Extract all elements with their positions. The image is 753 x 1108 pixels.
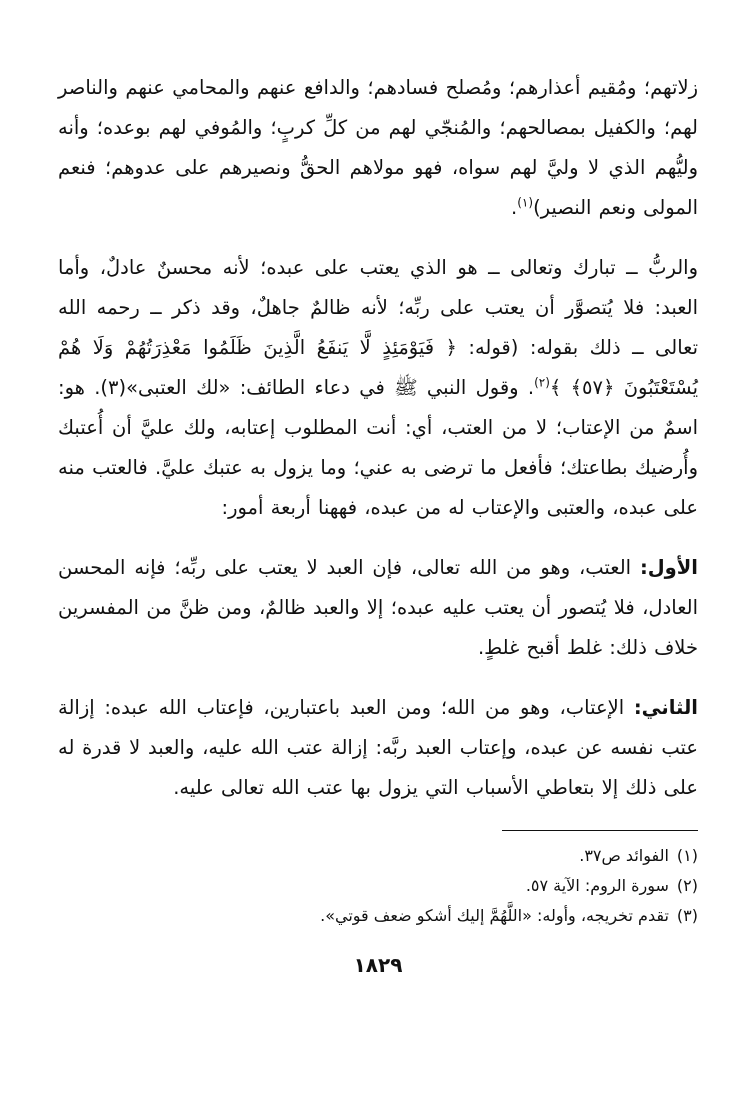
paragraph-4 (58, 688, 698, 808)
footnote-2 (58, 871, 698, 901)
paragraph-4-text: الإعتاب، وهو من الله؛ ومن العبد باعتبارين، فإعتاب الله عبده: إزالة عتب نفسه عن عبده، وإعتاب العبد ربَّه: إزالة عتب الله عليه، والعبد لا قدرة له على ذلك إلا بتعاطي الأسباب التي يزول بها عتب الله تعالى عليه. (58, 696, 698, 799)
footnote-text: تقدم تخريجه، وأوله: «اللَّهُمَّ إليك أشكو ضعف قوتي». (320, 906, 669, 925)
paragraph-3-lead: الأول: (639, 556, 698, 579)
footnote-1 (58, 841, 698, 871)
footnote-text: سورة الروم: الآية ٥٧. (525, 876, 669, 895)
paragraph-1 (58, 68, 698, 228)
page-number: ١٨٢٩ (353, 953, 403, 977)
paragraph-2-text: والربُّ ــ تبارك وتعالى ــ هو الذي يعتب على عبده؛ لأنه محسنٌ عادلٌ، وأما العبد: فلا يُتصوَّر أن يعتب على ربِّه؛ لأنه ظالمٌ جاهلٌ، وقد ذكر ــ رحمه الله تعالى ــ ذلك بقوله: (قوله: ﴿ فَيَوْمَئِذٍ لَّا يَنفَعُ الَّذِينَ ظَلَمُوا مَعْذِرَتُهُمْ وَلَا هُمْ يُسْتَعْتَبُونَ ﴿٥٧﴾ ﴾ (58, 256, 698, 399)
footnotes-list (58, 841, 698, 931)
document-page (58, 68, 698, 1068)
footnote-ref-1[interactable]: (١) (517, 195, 534, 210)
footnote-number: (٢) (676, 876, 698, 895)
paragraph-2 (58, 248, 698, 528)
paragraph-1-text: زلاتهم؛ ومُقيم أعذارهم؛ ومُصلح فسادهم؛ والدافع عنهم والمحامي عنهم والناصر لهم؛ والكفيل بمصالحهم؛ والمُنجّي لهم من كلِّ كربٍ؛ والمُوفي لهم بوعده؛ وأنه وليُّهم الذي لا وليَّ لهم سواه، فهو مولاهم الحقُّ ونصيرهم على عدوهم؛ فنعم المولى ونعم النصير) (58, 76, 698, 219)
footnote-text: الفوائد ص٣٧. (579, 846, 669, 865)
paragraph-1-tail: . (511, 196, 518, 219)
paragraph-2-tail: . وقول النبي ﷺ في دعاء الطائف: «لك العتبى»(٣). هو: اسمٌ من الإعتاب؛ لا من العتب، أي: أنت المطلوب إعتابه، ولك عليَّ أن أُعتبك وأُرضيك بطاعتك؛ فأفعل ما ترضى به عني؛ وما يزول به عتبك عليَّ. فالعتب منه على عبده، والعتبى والإعتاب له من عبده، فههنا أربعة أمور: (58, 376, 698, 519)
footnote-number: (١) (676, 846, 698, 865)
footnote-ref-2[interactable]: (٢) (534, 375, 550, 390)
paragraph-3-text: العتب، وهو من الله تعالى، فإن العبد لا يعتب على ربِّه؛ فإنه المحسن العادل، فلا يُتصور أن يعتب عليه عبده؛ إلا والعبد ظالمٌ، ومن ظنَّ من المفسرين خلاف ذلك: غلط أقبح غلطٍ. (58, 556, 698, 659)
footnote-number: (٣) (676, 906, 698, 925)
paragraph-3 (58, 548, 698, 668)
footnote-3 (58, 901, 698, 931)
paragraph-4-lead: الثاني: (633, 696, 698, 719)
footnote-divider (502, 830, 698, 831)
